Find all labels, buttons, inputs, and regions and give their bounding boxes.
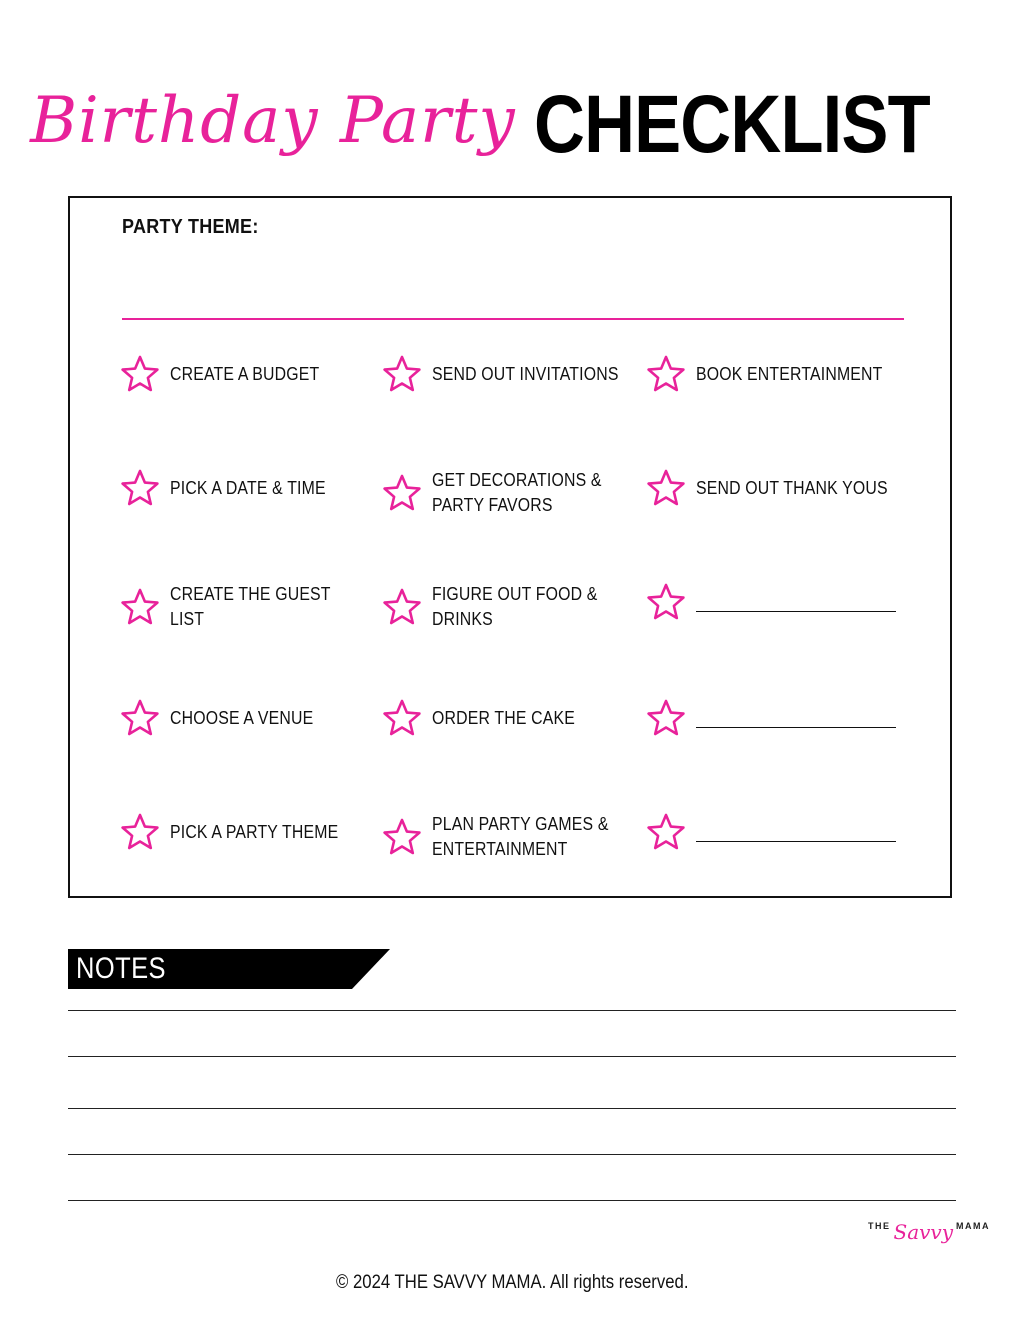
star-checkbox-icon[interactable] bbox=[382, 587, 422, 627]
star-checkbox-icon[interactable] bbox=[646, 468, 686, 508]
copyright-text: © 2024 THE SAVVY MAMA. All rights reserved. bbox=[335, 1272, 689, 1293]
notes-line[interactable] bbox=[68, 1056, 956, 1057]
star-checkbox-icon[interactable] bbox=[382, 817, 422, 857]
star-checkbox-icon[interactable] bbox=[120, 587, 160, 627]
notes-header bbox=[68, 949, 390, 989]
checklist-item[interactable] bbox=[120, 698, 390, 738]
checklist-item-label: SEND OUT INVITATIONS bbox=[432, 363, 619, 384]
star-checkbox-icon[interactable] bbox=[120, 812, 160, 852]
star-checkbox-icon[interactable] bbox=[646, 812, 686, 852]
notes-label: NOTES bbox=[76, 952, 166, 985]
checklist-item[interactable] bbox=[646, 354, 916, 394]
checklist-item[interactable] bbox=[646, 468, 916, 508]
checklist-item[interactable] bbox=[382, 354, 652, 394]
checklist-item-label: CREATE THE GUEST LIST bbox=[170, 584, 331, 629]
checklist-item[interactable] bbox=[382, 812, 652, 862]
notes-line[interactable] bbox=[68, 1200, 956, 1201]
blank-write-in-line[interactable] bbox=[696, 841, 896, 842]
checklist-item-label: BOOK ENTERTAINMENT bbox=[696, 363, 883, 384]
star-checkbox-icon[interactable] bbox=[382, 698, 422, 738]
star-checkbox-icon[interactable] bbox=[646, 698, 686, 738]
checklist-item-label: PLAN PARTY GAMES & ENTERTAINMENT bbox=[432, 814, 609, 859]
checklist-item-blank[interactable] bbox=[646, 698, 896, 738]
star-checkbox-icon[interactable] bbox=[382, 473, 422, 513]
logo-the: THE bbox=[868, 1221, 891, 1231]
checklist-item[interactable] bbox=[382, 698, 652, 738]
blank-write-in-line[interactable] bbox=[696, 611, 896, 612]
notes-line[interactable] bbox=[68, 1108, 956, 1109]
checklist-item[interactable] bbox=[120, 468, 390, 508]
title-bold: CHECKLIST bbox=[533, 79, 930, 170]
blank-write-in-line[interactable] bbox=[696, 727, 896, 728]
checklist-item-label: FIGURE OUT FOOD & DRINKS bbox=[432, 584, 598, 629]
star-checkbox-icon[interactable] bbox=[646, 582, 686, 622]
checklist-item-label: SEND OUT THANK YOUS bbox=[696, 477, 888, 498]
star-checkbox-icon[interactable] bbox=[120, 468, 160, 508]
checklist-item[interactable] bbox=[120, 812, 390, 852]
checklist-item[interactable] bbox=[120, 354, 390, 394]
star-checkbox-icon[interactable] bbox=[120, 354, 160, 394]
checklist-item[interactable] bbox=[120, 582, 390, 632]
checklist-item-label: GET DECORATIONS & PARTY FAVORS bbox=[432, 470, 602, 515]
checklist-item-label: ORDER THE CAKE bbox=[432, 707, 575, 728]
footer-copyright bbox=[0, 1272, 1024, 1294]
title-script: Birthday Party bbox=[30, 84, 516, 158]
brand-logo bbox=[868, 1220, 991, 1256]
notes-line[interactable] bbox=[68, 1154, 956, 1155]
checklist-item-blank[interactable] bbox=[646, 812, 896, 852]
checklist-item-label: CHOOSE A VENUE bbox=[170, 707, 314, 728]
checklist-item[interactable] bbox=[382, 468, 652, 518]
checklist-item-label: CREATE A BUDGET bbox=[170, 363, 320, 384]
party-theme-input-line[interactable] bbox=[122, 318, 904, 320]
party-theme-label: PARTY THEME: bbox=[122, 216, 259, 238]
notes-line[interactable] bbox=[68, 1010, 956, 1011]
star-checkbox-icon[interactable] bbox=[646, 354, 686, 394]
logo-savvy: Savvy bbox=[893, 1220, 954, 1244]
star-checkbox-icon[interactable] bbox=[120, 698, 160, 738]
checklist-item-blank[interactable] bbox=[646, 582, 896, 622]
checklist-item[interactable] bbox=[382, 582, 652, 632]
star-checkbox-icon[interactable] bbox=[382, 354, 422, 394]
logo-mama: MAMA bbox=[956, 1221, 991, 1231]
checklist-item-label: PICK A DATE & TIME bbox=[170, 477, 326, 498]
checklist-box bbox=[68, 196, 952, 898]
checklist-item-label: PICK A PARTY THEME bbox=[170, 821, 339, 842]
page-title bbox=[0, 78, 1024, 198]
